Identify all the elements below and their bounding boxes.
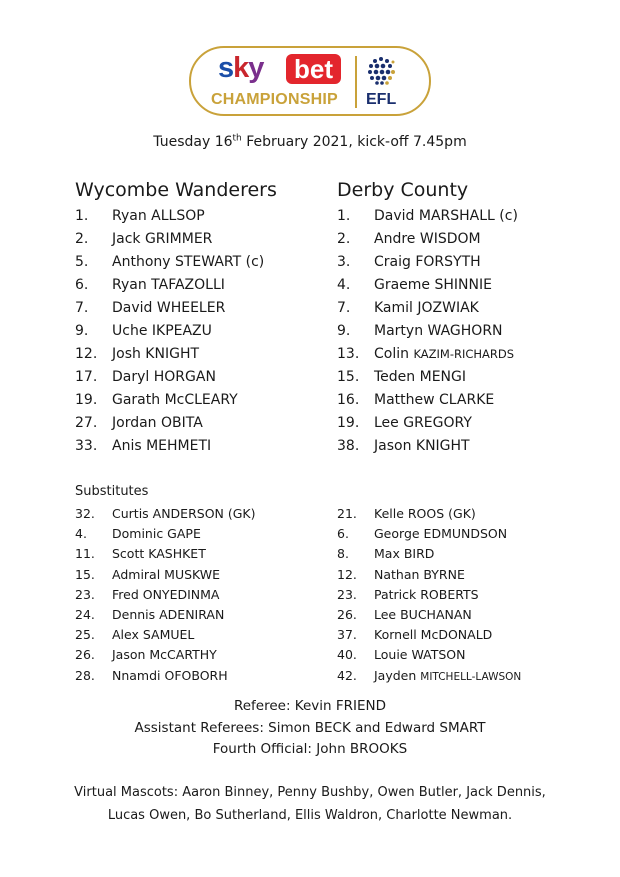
- away-team-name: Derby County: [337, 179, 469, 201]
- assistant-referees-line: Assistant Referees: Simon BECK and Edward SMART: [134, 719, 486, 736]
- referee-line: Referee: Kevin FRIEND: [233, 698, 387, 714]
- match-date: Tuesday 16th February 2021, kick-off 7.45pm: [153, 133, 467, 150]
- sky-wordmark: sky: [218, 52, 264, 84]
- sky-bet-championship-efl-logo: [189, 46, 431, 116]
- efl-ball-icon: [363, 53, 399, 89]
- home-team-name: Wycombe Wanderers: [75, 179, 277, 201]
- logo-divider: [355, 56, 357, 108]
- fourth-official-line: Fourth Official: John BROOKS: [212, 741, 408, 757]
- virtual-mascots-text: Virtual Mascots: Aaron Binney, Penny Bushby, Owen Butler, Jack Dennis, Lucas Owen, Bo Sutherland, Ellis Waldron, Charlotte Newman.: [74, 785, 546, 823]
- bet-badge: bet: [286, 54, 341, 84]
- substitutes-heading: Substitutes: [75, 484, 149, 499]
- efl-wordmark: EFL: [366, 91, 397, 108]
- championship-wordmark: CHAMPIONSHIP: [211, 91, 338, 108]
- team-sheet-page: sky bet CHAMPIONSHIP EFL Tuesday 16th February 2021, kick-off 7.45pm Wycombe Wanderers Derby County 1. Ryan ALLSOP 2. Jack GRIMMER 5. Anthony STEWART (c) 6. Ryan TAFAZOLLI 7. David WHEELER 9. Uche IKPEAZU 12. Josh KNIGHT 17. Daryl HORGAN 19. Garath McCLEARY 27. Jordan OBITA 33. Anis MEHMETI 1. David MARSHALL (c) 2. Andre WISDOM 3. Craig FORSYTH 4. Graeme SHINNIE 7. Kamil JOZWIAK 9. Martyn WAGHORN 13. Colin KAZIM-RICHARDS 15. Teden MENGI 16. Matthew CLARKE 19. Lee GREGORY 38. Jason KNIGHT Substitutes 32. Curtis ANDERSON (GK) 4. Dominic GAPE 11. Scott KASHKET 15. Admiral MUSKWE 23. Fred ONYEDINMA 24. Dennis ADENIRAN 25. Alex SAMUEL 26. Jason McCARTHY 28. Nnamdi OFOBORH 21. Kelle ROOS (GK) 6. George EDMUNDSON 8. Max BIRD 12. Nathan BYRNE 23. Patrick ROBERTS 26. Lee BUCHANAN 37. Kornell McDONALD 40. Louie WATSON 42. Jayden MITCHELL-LAWSON Referee: Kevin FRIEND Assistant Referees: Simon BECK and Edward SMART Fourth Official: John BROOKS Virtual Mascots: Aaron Binney, Penny Bushby, Owen Butler, Jack Dennis, Lucas Owen, Bo Sutherland, Ellis Waldron, Charlotte Newman.: [0, 0, 620, 877]
